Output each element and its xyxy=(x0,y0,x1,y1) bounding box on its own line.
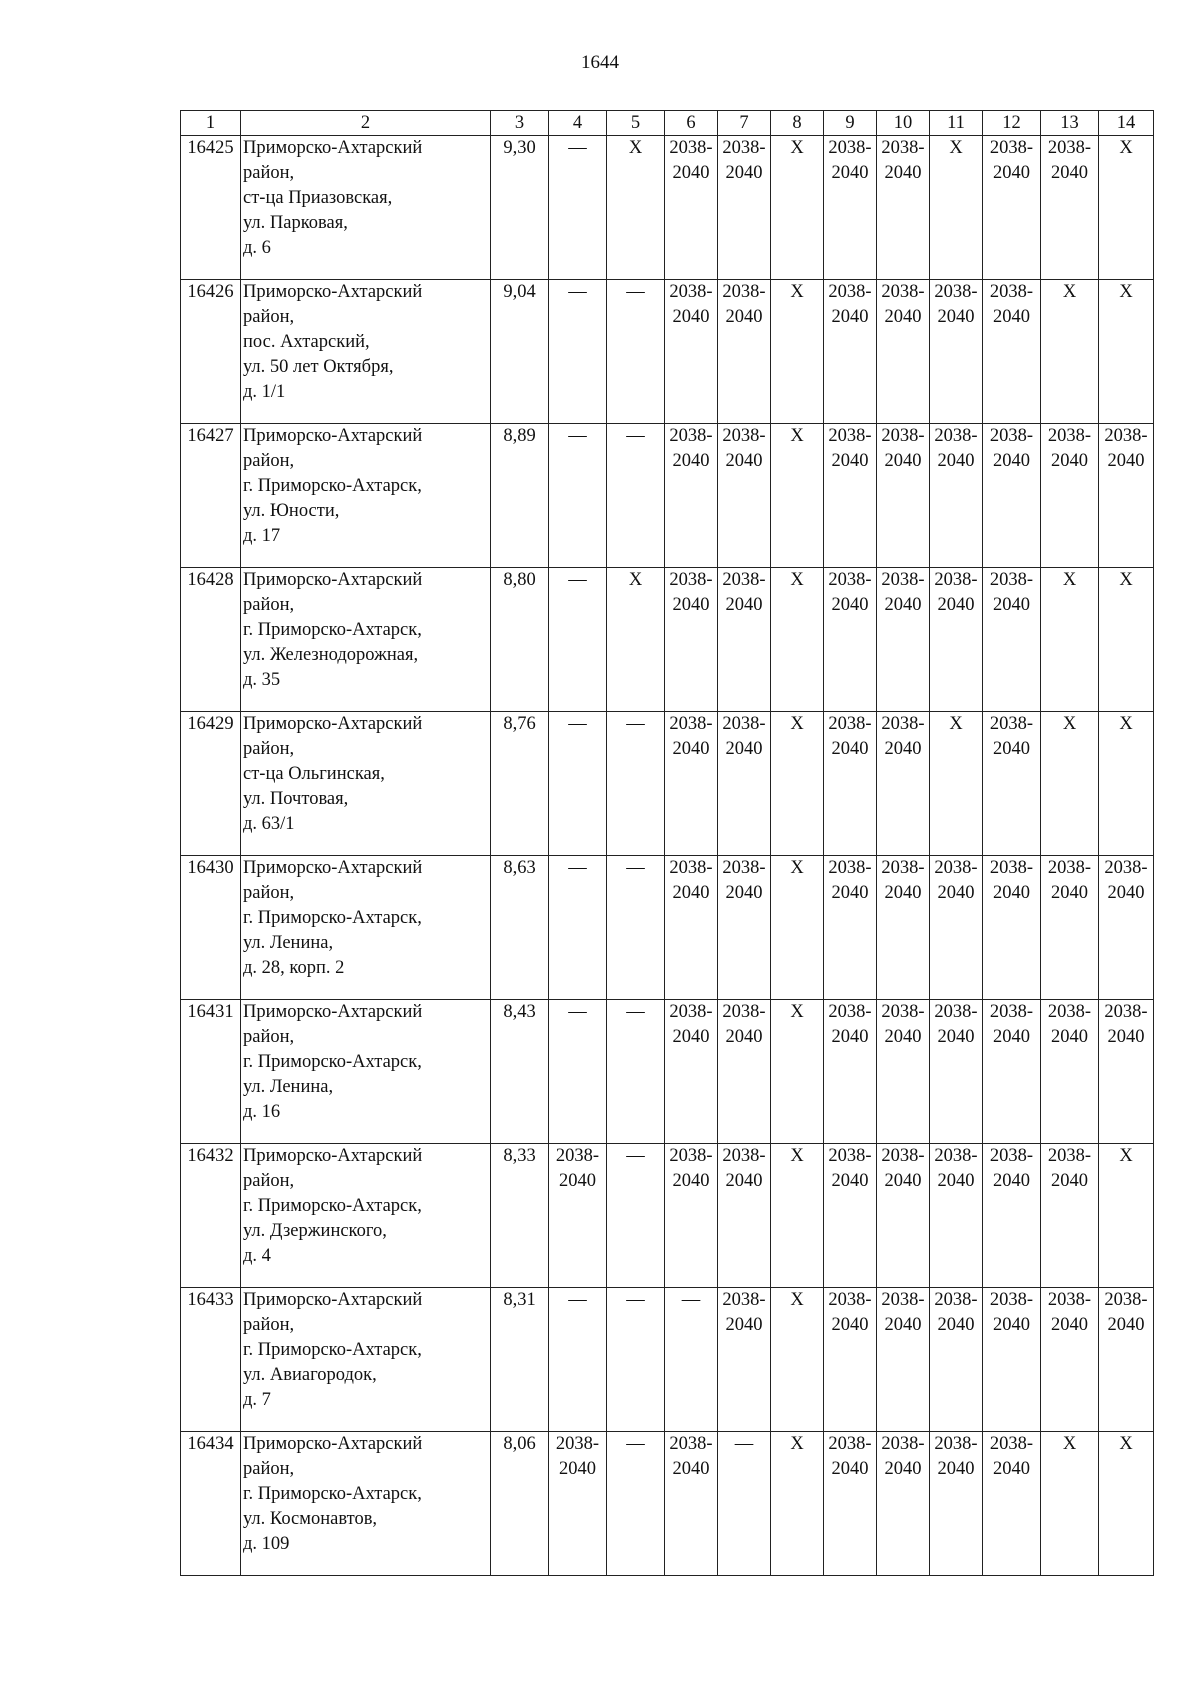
period-cell: 2038- 2040 xyxy=(824,712,877,856)
address-line: район, xyxy=(243,1459,295,1479)
period-cell: — xyxy=(549,712,607,856)
period-cell: 2038- 2040 xyxy=(665,1000,718,1144)
period-cell: 2038- 2040 xyxy=(549,1432,607,1576)
address-line: район, xyxy=(243,307,295,327)
period-cell: 2038- 2040 xyxy=(1099,1288,1154,1432)
address-line: Приморско-Ахтарский xyxy=(243,1434,423,1454)
period-cell: — xyxy=(549,136,607,280)
address-line: район, xyxy=(243,451,295,471)
address-cell xyxy=(241,856,491,1000)
period-cell: — xyxy=(607,712,665,856)
value-cell: 8,33 xyxy=(491,1144,549,1288)
value-cell: 8,80 xyxy=(491,568,549,712)
row-id: 16429 xyxy=(181,712,241,856)
table-body xyxy=(181,136,1154,1576)
address-line: ст-ца Ольгинская, xyxy=(243,764,385,784)
row-id: 16432 xyxy=(181,1144,241,1288)
address-line: Приморско-Ахтарский xyxy=(243,1290,423,1310)
registry-table xyxy=(180,110,1154,1576)
period-cell: 2038- 2040 xyxy=(549,1144,607,1288)
address-line: район, xyxy=(243,1171,295,1191)
period-cell: 2038- 2040 xyxy=(1041,1144,1099,1288)
address-line: ул. Почтовая, xyxy=(243,789,349,809)
period-cell: 2038- 2040 xyxy=(983,1288,1041,1432)
column-header: 8 xyxy=(771,111,824,136)
value-cell: 8,89 xyxy=(491,424,549,568)
column-header: 11 xyxy=(930,111,983,136)
period-cell: 2038- 2040 xyxy=(930,1144,983,1288)
table-row xyxy=(181,856,1154,1000)
period-cell: 2038- 2040 xyxy=(983,568,1041,712)
address-line: район, xyxy=(243,883,295,903)
table-row xyxy=(181,568,1154,712)
period-cell: — xyxy=(607,280,665,424)
address-line: Приморско-Ахтарский xyxy=(243,1146,423,1166)
address-line: д. 1/1 xyxy=(243,382,286,402)
address-line: д. 35 xyxy=(243,670,281,690)
period-cell: 2038- 2040 xyxy=(718,424,771,568)
period-cell: Х xyxy=(1099,1144,1154,1288)
address-line: д. 63/1 xyxy=(243,814,295,834)
period-cell: Х xyxy=(771,1000,824,1144)
period-cell: Х xyxy=(771,856,824,1000)
period-cell: — xyxy=(607,1144,665,1288)
table-row xyxy=(181,1432,1154,1576)
address-line: д. 4 xyxy=(243,1246,271,1266)
period-cell: 2038- 2040 xyxy=(877,1144,930,1288)
period-cell: 2038- 2040 xyxy=(665,424,718,568)
period-cell: 2038- 2040 xyxy=(1099,1000,1154,1144)
period-cell: 2038- 2040 xyxy=(877,424,930,568)
page-number: 1644 xyxy=(581,52,619,73)
column-header: 6 xyxy=(665,111,718,136)
period-cell: 2038- 2040 xyxy=(665,712,718,856)
row-id: 16431 xyxy=(181,1000,241,1144)
row-id: 16433 xyxy=(181,1288,241,1432)
period-cell: 2038- 2040 xyxy=(824,1144,877,1288)
period-cell: Х xyxy=(1099,136,1154,280)
period-cell: — xyxy=(607,1288,665,1432)
address-line: Приморско-Ахтарский xyxy=(243,570,423,590)
period-cell: Х xyxy=(1099,568,1154,712)
period-cell: — xyxy=(549,1000,607,1144)
period-cell: 2038- 2040 xyxy=(983,1144,1041,1288)
period-cell: — xyxy=(607,1000,665,1144)
period-cell: 2038- 2040 xyxy=(718,712,771,856)
period-cell: 2038- 2040 xyxy=(824,280,877,424)
table-row xyxy=(181,1000,1154,1144)
address-line: Приморско-Ахтарский xyxy=(243,714,423,734)
address-line: район, xyxy=(243,739,295,759)
period-cell: Х xyxy=(771,424,824,568)
row-id: 16428 xyxy=(181,568,241,712)
period-cell: 2038- 2040 xyxy=(983,856,1041,1000)
address-line: г. Приморско-Ахтарск, xyxy=(243,620,422,640)
period-cell: Х xyxy=(1099,1432,1154,1576)
column-header: 1 xyxy=(181,111,241,136)
period-cell: 2038- 2040 xyxy=(983,712,1041,856)
address-line: Приморско-Ахтарский xyxy=(243,138,423,158)
column-header: 5 xyxy=(607,111,665,136)
period-cell: 2038- 2040 xyxy=(718,1144,771,1288)
column-header: 13 xyxy=(1041,111,1099,136)
period-cell: Х xyxy=(771,568,824,712)
period-cell: 2038- 2040 xyxy=(1041,424,1099,568)
period-cell: 2038- 2040 xyxy=(665,568,718,712)
table-row xyxy=(181,1144,1154,1288)
period-cell: — xyxy=(607,1432,665,1576)
period-cell: Х xyxy=(930,136,983,280)
period-cell: 2038- 2040 xyxy=(877,280,930,424)
address-line: Приморско-Ахтарский xyxy=(243,858,423,878)
period-cell: 2038- 2040 xyxy=(930,1288,983,1432)
period-cell: 2038- 2040 xyxy=(1041,856,1099,1000)
period-cell: 2038- 2040 xyxy=(824,424,877,568)
address-cell xyxy=(241,424,491,568)
period-cell: 2038- 2040 xyxy=(983,136,1041,280)
period-cell: 2038- 2040 xyxy=(877,856,930,1000)
value-cell: 9,04 xyxy=(491,280,549,424)
period-cell: 2038- 2040 xyxy=(718,856,771,1000)
table-row xyxy=(181,136,1154,280)
period-cell: 2038- 2040 xyxy=(824,136,877,280)
period-cell: 2038- 2040 xyxy=(877,1288,930,1432)
period-cell: Х xyxy=(930,712,983,856)
period-cell: 2038- 2040 xyxy=(930,568,983,712)
period-cell: — xyxy=(607,424,665,568)
period-cell: 2038- 2040 xyxy=(983,1432,1041,1576)
period-cell: 2038- 2040 xyxy=(877,136,930,280)
period-cell: — xyxy=(549,856,607,1000)
period-cell: Х xyxy=(771,1288,824,1432)
period-cell: 2038- 2040 xyxy=(718,280,771,424)
row-id: 16426 xyxy=(181,280,241,424)
period-cell: 2038- 2040 xyxy=(930,280,983,424)
period-cell: Х xyxy=(1041,568,1099,712)
period-cell: 2038- 2040 xyxy=(877,712,930,856)
address-line: пос. Ахтарский, xyxy=(243,332,370,352)
address-line: ул. 50 лет Октября, xyxy=(243,357,394,377)
header-row xyxy=(181,111,1154,136)
period-cell: 2038- 2040 xyxy=(1099,424,1154,568)
value-cell: 8,31 xyxy=(491,1288,549,1432)
column-header: 10 xyxy=(877,111,930,136)
period-cell: 2038- 2040 xyxy=(1041,136,1099,280)
period-cell: — xyxy=(549,1288,607,1432)
address-line: Приморско-Ахтарский xyxy=(243,426,423,446)
address-line: район, xyxy=(243,163,295,183)
period-cell: 2038- 2040 xyxy=(877,1432,930,1576)
column-header: 14 xyxy=(1099,111,1154,136)
address-cell xyxy=(241,568,491,712)
period-cell: 2038- 2040 xyxy=(930,424,983,568)
address-line: г. Приморско-Ахтарск, xyxy=(243,1484,422,1504)
period-cell: 2038- 2040 xyxy=(665,280,718,424)
period-cell: 2038- 2040 xyxy=(930,856,983,1000)
period-cell: 2038- 2040 xyxy=(877,1000,930,1144)
period-cell: — xyxy=(549,424,607,568)
period-cell: Х xyxy=(771,712,824,856)
address-cell xyxy=(241,1288,491,1432)
period-cell: Х xyxy=(607,136,665,280)
period-cell: Х xyxy=(771,1432,824,1576)
row-id: 16434 xyxy=(181,1432,241,1576)
period-cell: 2038- 2040 xyxy=(665,136,718,280)
address-line: ул. Ленина, xyxy=(243,933,334,953)
period-cell: — xyxy=(665,1288,718,1432)
address-line: ул. Ленина, xyxy=(243,1077,334,1097)
column-header: 9 xyxy=(824,111,877,136)
period-cell: 2038- 2040 xyxy=(665,1144,718,1288)
address-line: г. Приморско-Ахтарск, xyxy=(243,1340,422,1360)
period-cell: 2038- 2040 xyxy=(1041,1000,1099,1144)
row-id: 16427 xyxy=(181,424,241,568)
column-header: 7 xyxy=(718,111,771,136)
period-cell: Х xyxy=(1099,280,1154,424)
value-cell: 8,63 xyxy=(491,856,549,1000)
period-cell: 2038- 2040 xyxy=(824,1432,877,1576)
table-row xyxy=(181,280,1154,424)
period-cell: 2038- 2040 xyxy=(718,568,771,712)
address-line: Приморско-Ахтарский xyxy=(243,1002,423,1022)
address-line: Приморско-Ахтарский xyxy=(243,282,423,302)
address-line: ул. Авиагородок, xyxy=(243,1365,377,1385)
address-cell xyxy=(241,280,491,424)
period-cell: 2038- 2040 xyxy=(930,1000,983,1144)
address-line: район, xyxy=(243,595,295,615)
table-row xyxy=(181,1288,1154,1432)
column-header: 12 xyxy=(983,111,1041,136)
address-line: ул. Железнодорожная, xyxy=(243,645,419,665)
period-cell: 2038- 2040 xyxy=(824,1000,877,1144)
value-cell: 8,06 xyxy=(491,1432,549,1576)
address-line: д. 16 xyxy=(243,1102,281,1122)
address-line: д. 109 xyxy=(243,1534,290,1554)
address-cell xyxy=(241,712,491,856)
address-line: г. Приморско-Ахтарск, xyxy=(243,1196,422,1216)
table-row xyxy=(181,424,1154,568)
period-cell: 2038- 2040 xyxy=(824,1288,877,1432)
period-cell: 2038- 2040 xyxy=(665,1432,718,1576)
address-line: г. Приморско-Ахтарск, xyxy=(243,476,422,496)
period-cell: 2038- 2040 xyxy=(824,856,877,1000)
row-id: 16430 xyxy=(181,856,241,1000)
address-line: д. 17 xyxy=(243,526,281,546)
column-header: 2 xyxy=(241,111,491,136)
period-cell: Х xyxy=(1041,280,1099,424)
address-line: ул. Космонавтов, xyxy=(243,1509,378,1529)
period-cell: 2038- 2040 xyxy=(665,856,718,1000)
period-cell: 2038- 2040 xyxy=(718,1000,771,1144)
period-cell: 2038- 2040 xyxy=(930,1432,983,1576)
address-line: ул. Юности, xyxy=(243,501,340,521)
period-cell: 2038- 2040 xyxy=(983,424,1041,568)
period-cell: — xyxy=(607,856,665,1000)
address-line: г. Приморско-Ахтарск, xyxy=(243,908,422,928)
address-cell xyxy=(241,136,491,280)
value-cell: 8,76 xyxy=(491,712,549,856)
address-line: д. 7 xyxy=(243,1390,271,1410)
period-cell: — xyxy=(718,1432,771,1576)
period-cell: Х xyxy=(1041,712,1099,856)
period-cell: 2038- 2040 xyxy=(877,568,930,712)
period-cell: — xyxy=(549,280,607,424)
address-cell xyxy=(241,1000,491,1144)
period-cell: Х xyxy=(607,568,665,712)
table-header xyxy=(181,111,1154,136)
value-cell: 9,30 xyxy=(491,136,549,280)
address-line: ст-ца Приазовская, xyxy=(243,188,393,208)
period-cell: Х xyxy=(771,136,824,280)
period-cell: 2038- 2040 xyxy=(983,280,1041,424)
address-cell xyxy=(241,1144,491,1288)
address-cell xyxy=(241,1432,491,1576)
column-header: 3 xyxy=(491,111,549,136)
period-cell: Х xyxy=(771,1144,824,1288)
period-cell: Х xyxy=(771,280,824,424)
address-line: д. 6 xyxy=(243,238,271,258)
address-line: ул. Дзержинского, xyxy=(243,1221,387,1241)
period-cell: 2038- 2040 xyxy=(718,1288,771,1432)
row-id: 16425 xyxy=(181,136,241,280)
value-cell: 8,43 xyxy=(491,1000,549,1144)
period-cell: 2038- 2040 xyxy=(1041,1288,1099,1432)
period-cell: 2038- 2040 xyxy=(824,568,877,712)
table-row xyxy=(181,712,1154,856)
column-header: 4 xyxy=(549,111,607,136)
period-cell: 2038- 2040 xyxy=(718,136,771,280)
period-cell: 2038- 2040 xyxy=(983,1000,1041,1144)
period-cell: Х xyxy=(1099,712,1154,856)
address-line: д. 28, корп. 2 xyxy=(243,958,345,978)
address-line: г. Приморско-Ахтарск, xyxy=(243,1052,422,1072)
address-line: район, xyxy=(243,1027,295,1047)
period-cell: Х xyxy=(1041,1432,1099,1576)
period-cell: — xyxy=(549,568,607,712)
address-line: район, xyxy=(243,1315,295,1335)
address-line: ул. Парковая, xyxy=(243,213,348,233)
period-cell: 2038- 2040 xyxy=(1099,856,1154,1000)
